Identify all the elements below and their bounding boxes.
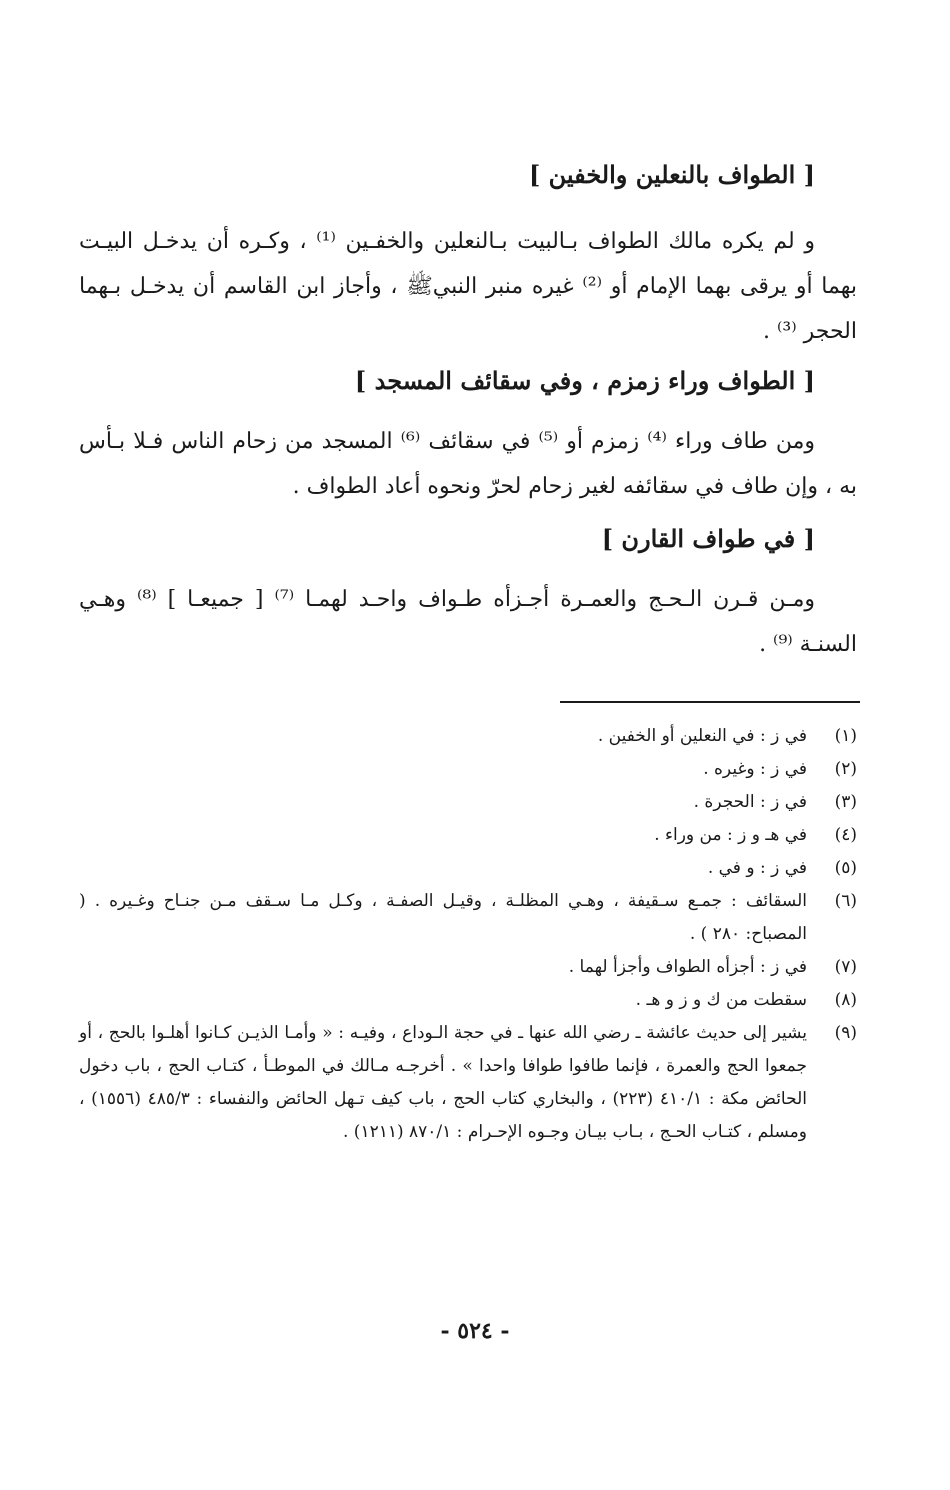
- footnote-separator: [560, 701, 860, 703]
- footnote-number: (٥): [834, 858, 857, 878]
- footnote: [79, 852, 857, 885]
- footnote: [79, 753, 857, 786]
- footnote-text: السقائف : جمـع سـقيفة ، وهـي المظلـة ، وقيـل الصفـة ، وكـل مـا سـقف مـن جنـاح وغـيره . ( المصباح: ٢٨٠ ) .: [79, 891, 807, 944]
- footnote: [79, 819, 857, 852]
- page-number: - ٥٢٤ -: [440, 1318, 510, 1344]
- paragraph-qarin-tawaf: ومـن قـرن الـحـج والعمـرة أجـزأه طـواف واحـد لهمـا ⁽⁷⁾ [ جميعـا ] ⁽⁸⁾ وهـي السنـة ⁽⁹⁾ .: [79, 587, 857, 657]
- footnote-number: (٨): [834, 990, 857, 1010]
- footnote: [79, 984, 857, 1017]
- footnote-number: (٧): [834, 957, 857, 977]
- section-heading-tawaf-behind-zamzam: [ الطواف وراء زمزم ، وفي سقائف المسجد ]: [354, 366, 815, 395]
- footnote-text: في ز : أجزأه الطواف وأجزأ لهما .: [568, 957, 807, 977]
- footnote-number: (٤): [834, 825, 857, 845]
- footnote-text: في ز : الحجرة .: [693, 792, 807, 812]
- footnote-number: (٩): [834, 1023, 857, 1043]
- footnote-text: في ز : في النعلين أو الخفين .: [597, 726, 807, 746]
- paragraph-tawaf-behind-zamzam: ومن طاف وراء ⁽⁴⁾ زمزم أو ⁽⁵⁾ في سقائف ⁽⁶⁾ المسجد من زحام الناس فـلا بـأس به ، وإن طاف في سقائفه لغير زحام لحرّ ونحوه أعاد الطواف .: [79, 429, 857, 499]
- footnote-text: في ز : و في .: [707, 858, 807, 878]
- footnote-number: (٦): [834, 891, 857, 911]
- footnote-text: في ز : وغيره .: [703, 759, 807, 779]
- footnote-number: (٢): [834, 759, 857, 779]
- footnote: [79, 885, 857, 951]
- footnote-text: في هـ و ز : من وراء .: [654, 825, 807, 845]
- footnote: [79, 1017, 857, 1149]
- paragraph-tawaf-with-sandals: و لم يكره مالك الطواف بـالبيت بـالنعلين والخفـين ⁽¹⁾ ، وكـره أن يدخـل البيـت بهما أو يرقى بهما الإمام أو ⁽²⁾ غيره منبر النبيﷺ ، وأجاز ابن القاسم أن يدخـل بـهما الحجر ⁽³⁾ .: [79, 229, 857, 344]
- footnote-number: (١): [834, 726, 857, 746]
- section-heading-tawaf-with-sandals: [ الطواف بالنعلين والخفين ]: [528, 160, 815, 189]
- footnote: [79, 786, 857, 819]
- footnote: [79, 720, 857, 753]
- footnote-text: يشير إلى حديث عائشة ـ رضي الله عنها ـ في حجة الـوداع ، وفيـه : « وأمـا الذيـن كـانوا أهلـوا بالحج ، أو جمعوا الحج والعمرة ، فإنما طافوا طوافا واحدا » . أخرجـه مـالك في الموطـأ ، كتـاب الحج ، باب دخول الحائض مكة : ٤١٠/١ (٢٢٣) ، والبخاري كتاب الحج ، باب كيف تـهل الحائض والنفساء : ٤٨٥/٣ (١٥٥٦) ، ومسلم ، كتـاب الحـج ، بـاب بيـان وجـوه الإحـرام : ٨٧٠/١ (١٢١١) .: [79, 1023, 807, 1142]
- footnote-number: (٣): [834, 792, 857, 812]
- footnotes: [79, 720, 857, 1149]
- footnote-text: سقطت من ك و ز و هـ .: [635, 990, 807, 1010]
- section-heading-qarin-tawaf: [ في طواف القارن ]: [601, 524, 815, 553]
- footnote: [79, 951, 857, 984]
